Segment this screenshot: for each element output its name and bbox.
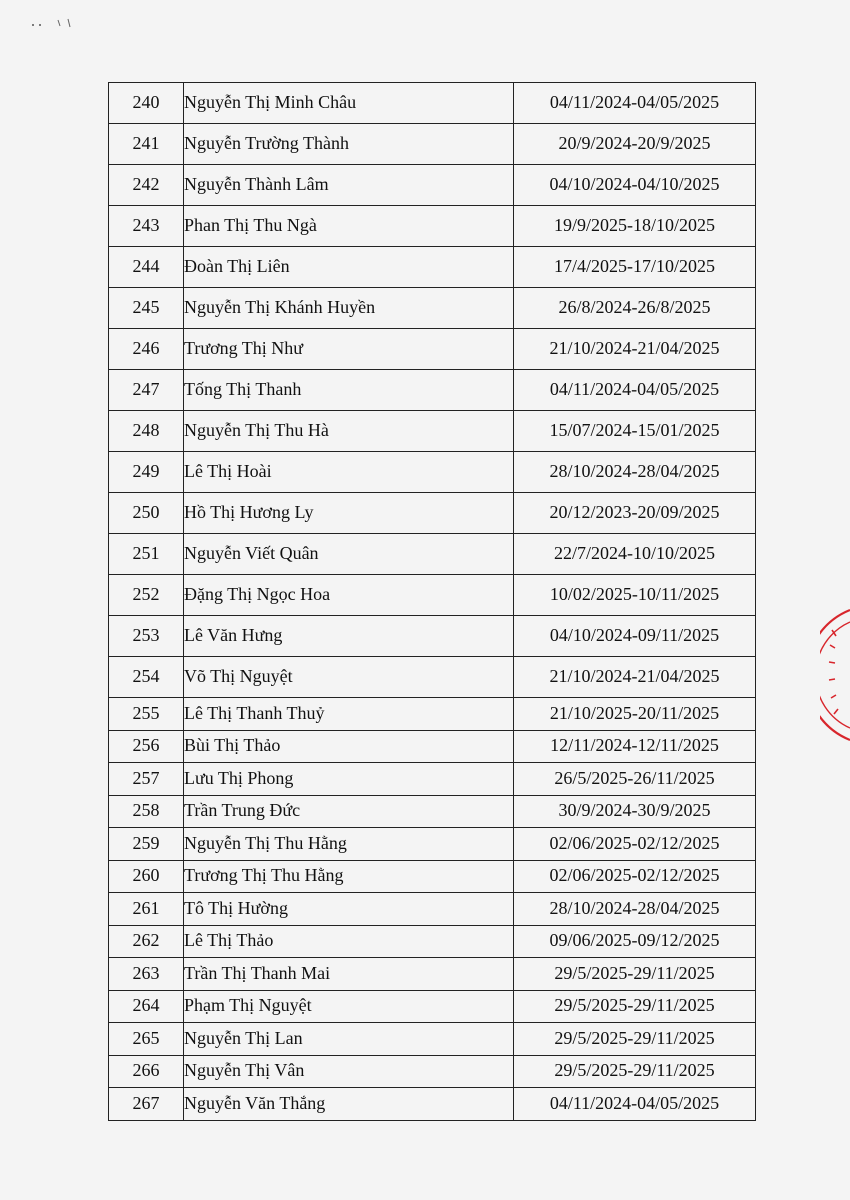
date-range-cell: 19/9/2025-18/10/2025 — [514, 206, 756, 247]
person-name-cell: Đoàn Thị Liên — [184, 247, 514, 288]
person-name-cell: Nguyễn Thị Vân — [184, 1055, 514, 1088]
table-row — [109, 493, 756, 534]
row-number-cell: 258 — [109, 795, 184, 828]
date-range-cell: 30/9/2024-30/9/2025 — [514, 795, 756, 828]
person-name-cell: Trần Trung Đức — [184, 795, 514, 828]
table-row — [109, 860, 756, 893]
date-range-cell: 02/06/2025-02/12/2025 — [514, 860, 756, 893]
person-name-cell: Nguyễn Thị Thu Hằng — [184, 828, 514, 861]
row-number-cell: 241 — [109, 124, 184, 165]
person-name-cell: Hồ Thị Hương Ly — [184, 493, 514, 534]
person-name-cell: Nguyễn Thị Khánh Huyền — [184, 288, 514, 329]
date-range-cell: 29/5/2025-29/11/2025 — [514, 1023, 756, 1056]
person-name-cell: Tống Thị Thanh — [184, 370, 514, 411]
row-number-cell: 246 — [109, 329, 184, 370]
person-name-cell: Phạm Thị Nguyệt — [184, 990, 514, 1023]
row-number-cell: 267 — [109, 1088, 184, 1121]
date-range-cell: 21/10/2024-21/04/2025 — [514, 329, 756, 370]
table-row — [109, 893, 756, 926]
table-row — [109, 452, 756, 493]
table-row — [109, 657, 756, 698]
person-name-cell: Tô Thị Hường — [184, 893, 514, 926]
row-number-cell: 247 — [109, 370, 184, 411]
person-name-cell: Bùi Thị Thảo — [184, 730, 514, 763]
person-name-cell: Nguyễn Thị Thu Hà — [184, 411, 514, 452]
member-list-table — [108, 82, 756, 1121]
person-name-cell: Nguyễn Thành Lâm — [184, 165, 514, 206]
person-name-cell: Lê Thị Thảo — [184, 925, 514, 958]
date-range-cell: 12/11/2024-12/11/2025 — [514, 730, 756, 763]
date-range-cell: 28/10/2024-28/04/2025 — [514, 452, 756, 493]
date-range-cell: 04/10/2024-04/10/2025 — [514, 165, 756, 206]
date-range-cell: 04/11/2024-04/05/2025 — [514, 370, 756, 411]
person-name-cell: Lê Thị Hoài — [184, 452, 514, 493]
date-range-cell: 22/7/2024-10/10/2025 — [514, 534, 756, 575]
row-number-cell: 245 — [109, 288, 184, 329]
date-range-cell: 29/5/2025-29/11/2025 — [514, 1055, 756, 1088]
table-row — [109, 534, 756, 575]
table-row — [109, 124, 756, 165]
table-row — [109, 247, 756, 288]
date-range-cell: 21/10/2024-21/04/2025 — [514, 657, 756, 698]
person-name-cell: Trương Thị Như — [184, 329, 514, 370]
person-name-cell: Lê Văn Hưng — [184, 616, 514, 657]
date-range-cell: 15/07/2024-15/01/2025 — [514, 411, 756, 452]
row-number-cell: 266 — [109, 1055, 184, 1088]
person-name-cell: Võ Thị Nguyệt — [184, 657, 514, 698]
date-range-cell: 20/12/2023-20/09/2025 — [514, 493, 756, 534]
row-number-cell: 260 — [109, 860, 184, 893]
row-number-cell: 240 — [109, 83, 184, 124]
row-number-cell: 251 — [109, 534, 184, 575]
table-row — [109, 165, 756, 206]
row-number-cell: 264 — [109, 990, 184, 1023]
table-row — [109, 329, 756, 370]
date-range-cell: 04/11/2024-04/05/2025 — [514, 1088, 756, 1121]
table-row — [109, 730, 756, 763]
date-range-cell: 04/11/2024-04/05/2025 — [514, 83, 756, 124]
person-name-cell: Phan Thị Thu Ngà — [184, 206, 514, 247]
date-range-cell: 29/5/2025-29/11/2025 — [514, 990, 756, 1023]
row-number-cell: 254 — [109, 657, 184, 698]
row-number-cell: 249 — [109, 452, 184, 493]
date-range-cell: 21/10/2025-20/11/2025 — [514, 698, 756, 731]
date-range-cell: 09/06/2025-09/12/2025 — [514, 925, 756, 958]
table-row — [109, 795, 756, 828]
table-row — [109, 1055, 756, 1088]
row-number-cell: 259 — [109, 828, 184, 861]
row-number-cell: 262 — [109, 925, 184, 958]
red-seal-stamp — [820, 600, 850, 750]
row-number-cell: 243 — [109, 206, 184, 247]
table-row — [109, 828, 756, 861]
table-row — [109, 288, 756, 329]
person-name-cell: Nguyễn Thị Minh Châu — [184, 83, 514, 124]
table-body — [109, 83, 756, 1121]
row-number-cell: 244 — [109, 247, 184, 288]
date-range-cell: 26/8/2024-26/8/2025 — [514, 288, 756, 329]
table-row — [109, 616, 756, 657]
table-row — [109, 925, 756, 958]
row-number-cell: 250 — [109, 493, 184, 534]
scan-artifact-marks — [30, 14, 80, 32]
person-name-cell: Nguyễn Văn Thắng — [184, 1088, 514, 1121]
table-row — [109, 698, 756, 731]
table-row — [109, 575, 756, 616]
row-number-cell: 253 — [109, 616, 184, 657]
row-number-cell: 261 — [109, 893, 184, 926]
table-row — [109, 990, 756, 1023]
date-range-cell: 02/06/2025-02/12/2025 — [514, 828, 756, 861]
table-row — [109, 370, 756, 411]
person-name-cell: Nguyễn Thị Lan — [184, 1023, 514, 1056]
date-range-cell: 28/10/2024-28/04/2025 — [514, 893, 756, 926]
date-range-cell: 10/02/2025-10/11/2025 — [514, 575, 756, 616]
date-range-cell: 20/9/2024-20/9/2025 — [514, 124, 756, 165]
row-number-cell: 257 — [109, 763, 184, 796]
row-number-cell: 255 — [109, 698, 184, 731]
table-row — [109, 411, 756, 452]
table-row — [109, 1023, 756, 1056]
date-range-cell: 17/4/2025-17/10/2025 — [514, 247, 756, 288]
table-row — [109, 83, 756, 124]
table-row — [109, 958, 756, 991]
date-range-cell: 29/5/2025-29/11/2025 — [514, 958, 756, 991]
person-name-cell: Lưu Thị Phong — [184, 763, 514, 796]
person-name-cell: Trần Thị Thanh Mai — [184, 958, 514, 991]
table-row — [109, 206, 756, 247]
person-name-cell: Lê Thị Thanh Thuỷ — [184, 698, 514, 731]
table-row — [109, 763, 756, 796]
table-row — [109, 1088, 756, 1121]
row-number-cell: 256 — [109, 730, 184, 763]
person-name-cell: Nguyễn Viết Quân — [184, 534, 514, 575]
date-range-cell: 04/10/2024-09/11/2025 — [514, 616, 756, 657]
row-number-cell: 265 — [109, 1023, 184, 1056]
row-number-cell: 242 — [109, 165, 184, 206]
row-number-cell: 263 — [109, 958, 184, 991]
person-name-cell: Đặng Thị Ngọc Hoa — [184, 575, 514, 616]
row-number-cell: 248 — [109, 411, 184, 452]
person-name-cell: Trương Thị Thu Hằng — [184, 860, 514, 893]
date-range-cell: 26/5/2025-26/11/2025 — [514, 763, 756, 796]
person-name-cell: Nguyễn Trường Thành — [184, 124, 514, 165]
row-number-cell: 252 — [109, 575, 184, 616]
